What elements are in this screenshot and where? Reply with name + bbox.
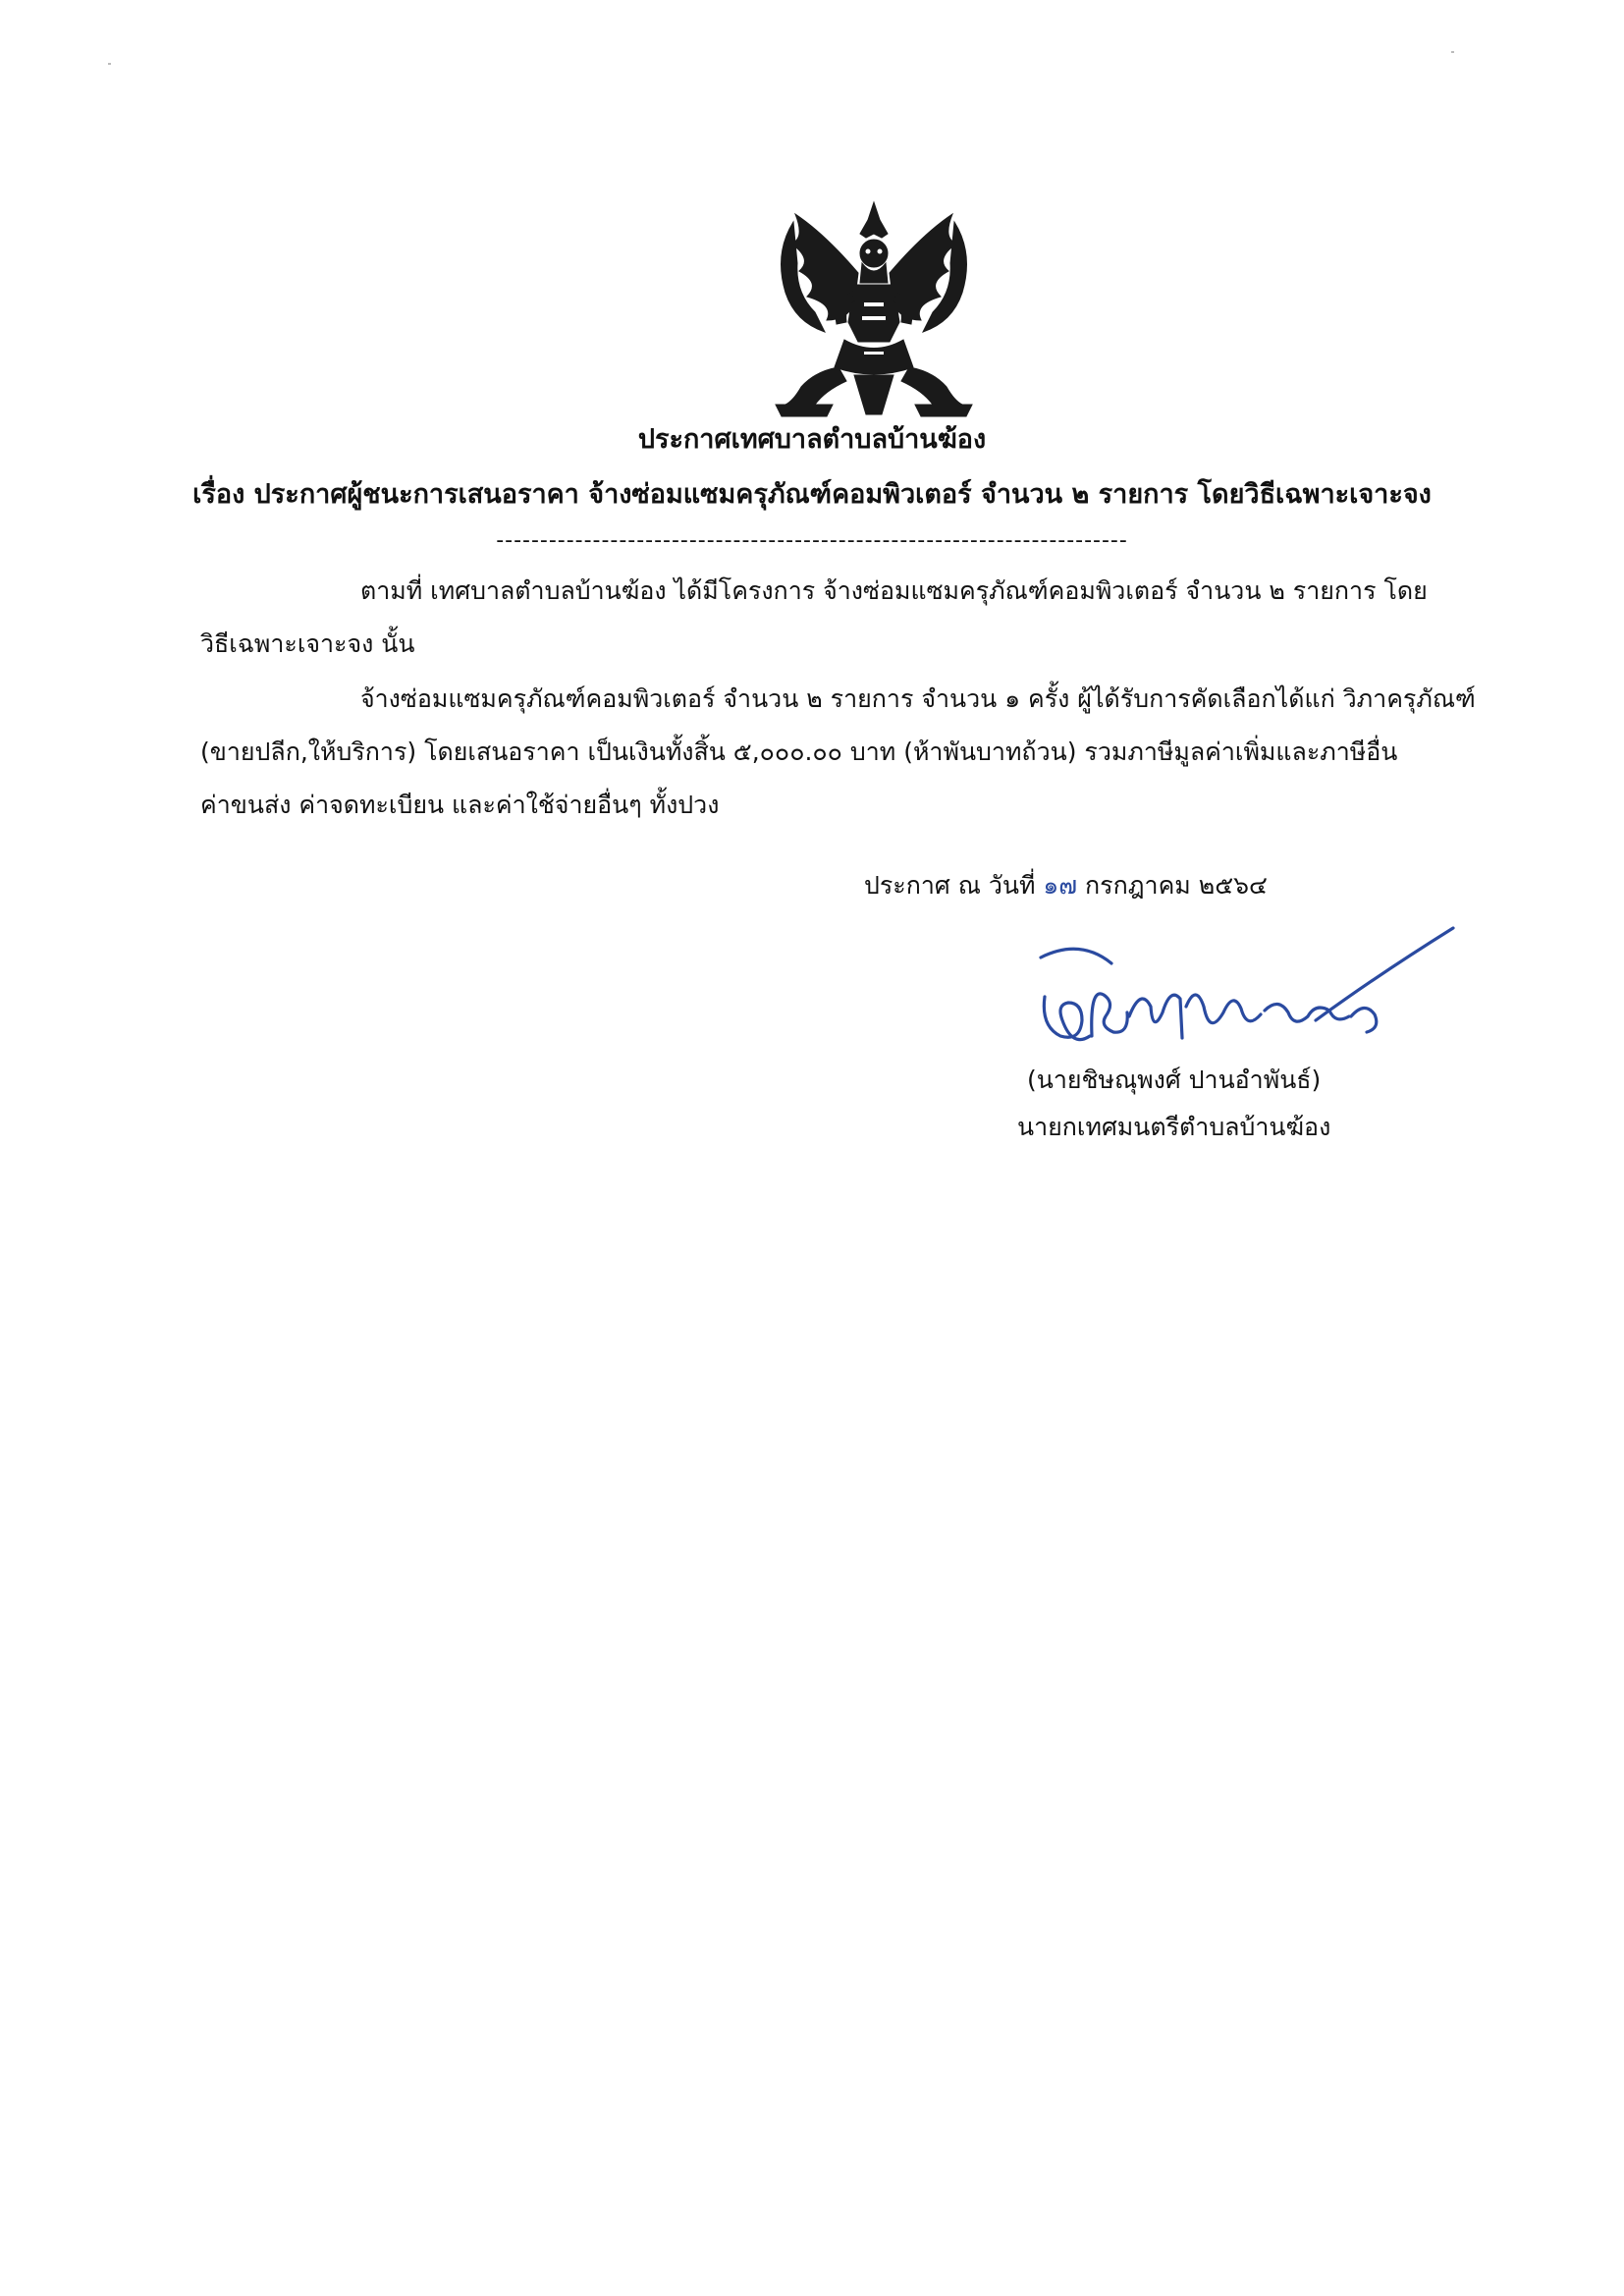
date-month-year: กรกฎาคม ๒๕๖๔	[1085, 871, 1268, 900]
signatory-name: (นายชิษณุพงศ์ ปานอำพันธ์)	[1027, 1066, 1322, 1094]
date-prefix: ประกาศ ณ วันที่	[864, 871, 1036, 900]
announcement-date	[864, 866, 1268, 905]
date-day: ๑๗	[1043, 871, 1078, 900]
signature-mark	[1021, 918, 1463, 1056]
scan-speck	[1451, 51, 1454, 53]
body-line-2: วิธีเฉพาะเจาะจง นั้น	[200, 629, 415, 658]
body-line-4: (ขายปลีก,ให้บริการ) โดยเสนอราคา เป็นเงินทั้งสิ้น ๕,๐๐๐.๐๐ บาท (ห้าพันบาทถ้วน) รวมภาษีมูลค่าเพิ่มและภาษีอื่น	[200, 738, 1398, 766]
garuda-emblem-icon	[756, 194, 992, 420]
body-line-1: ตามที่ เทศบาลตำบลบ้านฆ้อง ได้มีโครงการ จ้างซ่อมแซมครุภัณฑ์คอมพิวเตอร์ จำนวน ๒ รายการ โดย	[360, 576, 1428, 605]
announcement-subject: เรื่อง ประกาศผู้ชนะการเสนอราคา จ้างซ่อมแซมครุภัณฑ์คอมพิวเตอร์ จำนวน ๒ รายการ โดยวิธีเฉพาะเจาะจง	[192, 479, 1432, 510]
announcement-title: ประกาศเทศบาลตำบลบ้านฆ้อง	[637, 424, 987, 455]
body-line-5: ค่าขนส่ง ค่าจดทะเบียน และค่าใช้จ่ายอื่นๆ ทั้งปวง	[200, 791, 720, 819]
title-divider: ------------------------------------------------------------------------	[496, 528, 1128, 553]
body-line-3: จ้างซ่อมแซมครุภัณฑ์คอมพิวเตอร์ จำนวน ๒ รายการ จำนวน ๑ ครั้ง ผู้ได้รับการคัดเลือกได้แก่ วิภาครุภัณฑ์	[360, 684, 1476, 713]
signatory-position: นายกเทศมนตรีตำบลบ้านฆ้อง	[1017, 1113, 1331, 1141]
scan-speck	[108, 63, 111, 65]
